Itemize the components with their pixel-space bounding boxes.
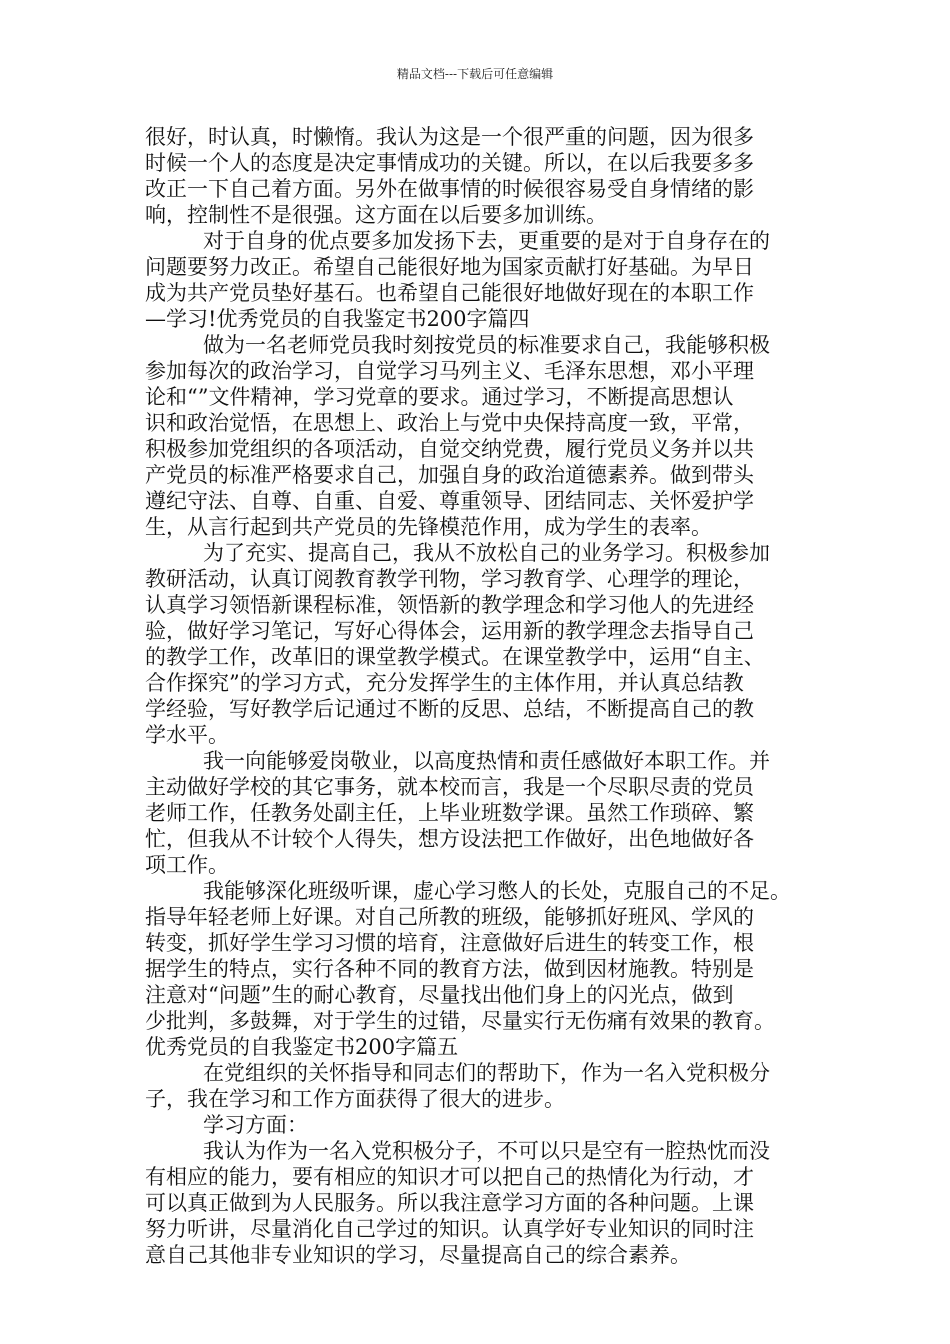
text-line: 响，控制性不是很强。这方面在以后要多加训练。 (145, 203, 607, 227)
text-line: 遵纪守法、自尊、自重、自爱、尊重领导、团结同志、关怀爱护学 (145, 489, 754, 513)
text-line: 对于自身的优点要多加发扬下去，更重要的是对于自身存在的 (203, 229, 770, 253)
text-line: 学水平。 (145, 723, 229, 747)
text-line: 验，做好学习笔记，写好心得体会，运用新的教学理念去指导自己 (145, 619, 754, 643)
text-line: 合作探究”的学习方式，充分发挥学生的主体作用，并认真总结教 (145, 671, 744, 695)
text-line: 子，我在学习和工作方面获得了很大的进步。 (145, 1087, 565, 1111)
text-line: —学习!优秀党员的自我鉴定书200字篇四 (145, 307, 530, 331)
document-body (145, 124, 817, 1268)
text-line: 少批判，多鼓舞，对于学生的过错，尽量实行无伤痛有效果的教育。 (145, 1009, 775, 1033)
text-line: 在党组织的关怀指导和同志们的帮助下，作为一名入党积极分 (203, 1061, 770, 1085)
text-line: 主动做好学校的其它事务，就本校而言，我是一个尽职尽责的党员 (145, 775, 754, 799)
text-line: 做为一名老师党员我时刻按党员的标准要求自己，我能够积极 (203, 333, 770, 357)
text-line: 可以真正做到为人民服务。所以我注意学习方面的各种问题。上课 (145, 1191, 754, 1215)
text-line: 识和政治觉悟，在思想上、政治上与党中央保持高度一致，平常， (145, 411, 754, 435)
text-line: 有相应的能力，要有相应的知识才可以把自己的热情化为行动，才 (145, 1165, 754, 1189)
text-line: 我一向能够爱岗敬业，以高度热情和责任感做好本职工作。并 (203, 749, 770, 773)
text-line: 问题要努力改正。希望自己能很好地为国家贡献打好基础。为早日 (145, 255, 754, 279)
text-line: 产党员的标准严格要求自己，加强自身的政治道德素养。做到带头 (145, 463, 754, 487)
text-line: 努力听讲，尽量消化自己学过的知识。认真学好专业知识的同时注 (145, 1217, 754, 1241)
text-line: 生，从言行起到共产党员的先锋模范作用，成为学生的表率。 (145, 515, 712, 539)
text-line: 的教学工作，改革旧的课堂教学模式。在课堂教学中，运用“自主、 (145, 645, 765, 669)
text-line: 认真学习领悟新课程标准，领悟新的教学理念和学习他人的先进经 (145, 593, 754, 617)
text-line: 我认为作为一名入党积极分子，不可以只是空有一腔热忱而没 (203, 1139, 770, 1163)
text-line: 老师工作，任教务处副主任，上毕业班数学课。虽然工作琐碎、繁 (145, 801, 754, 825)
text-line: 学经验，写好教学后记通过不断的反思、总结，不断提高自己的教 (145, 697, 754, 721)
text-line: 很好，时认真，时懒惰。我认为这是一个很严重的问题，因为很多 (145, 125, 754, 149)
text-line: 教研活动，认真订阅教育教学刊物，学习教育学、心理学的理论， (145, 567, 754, 591)
text-line: 项工作。 (145, 853, 229, 877)
text-line: 注意对“问题”生的耐心教育，尽量找出他们身上的闪光点，做到 (145, 983, 734, 1007)
text-line: 忙，但我从不计较个人得失，想方设法把工作做好，出色地做好各 (145, 827, 754, 851)
text-line: 学习方面： (203, 1113, 308, 1137)
text-line: 据学生的特点，实行各种不同的教育方法，做到因材施教。特别是 (145, 957, 754, 981)
text-line: 成为共产党员垫好基石。也希望自己能很好地做好现在的本职工作 (145, 281, 754, 305)
text-line: 我能够深化班级听课，虚心学习憋人的长处，克服自己的不足。 (203, 879, 791, 903)
text-line: 积极参加党组织的各项活动，自觉交纳党费，履行党员义务并以共 (145, 437, 754, 461)
text-line: 指导年轻老师上好课。对自己所教的班级，能够抓好班风、学风的 (145, 905, 754, 929)
text-line: 转变，抓好学生学习习惯的培育，注意做好后进生的转变工作，根 (145, 931, 754, 955)
text-line: 为了充实、提高自己，我从不放松自己的业务学习。积极参加 (203, 541, 770, 565)
text-line: 时候一个人的态度是决定事情成功的关键。所以，在以后我要多多 (145, 151, 754, 175)
text-line: 论和“”文件精神，学习党章的要求。通过学习，不断提高思想认 (145, 385, 734, 409)
text-line: 改正一下自己着方面。另外在做事情的时候很容易受自身情绪的影 (145, 177, 754, 201)
text-line: 参加每次的政治学习，自觉学习马列主义、毛泽东思想，邓小平理 (145, 359, 754, 383)
text-line: 优秀党员的自我鉴定书200字篇五 (145, 1035, 459, 1059)
text-line: 意自己其他非专业知识的学习，尽量提高自己的综合素养。 (145, 1243, 691, 1267)
page-header: 精品文档---下载后可任意编辑 (396, 67, 554, 81)
